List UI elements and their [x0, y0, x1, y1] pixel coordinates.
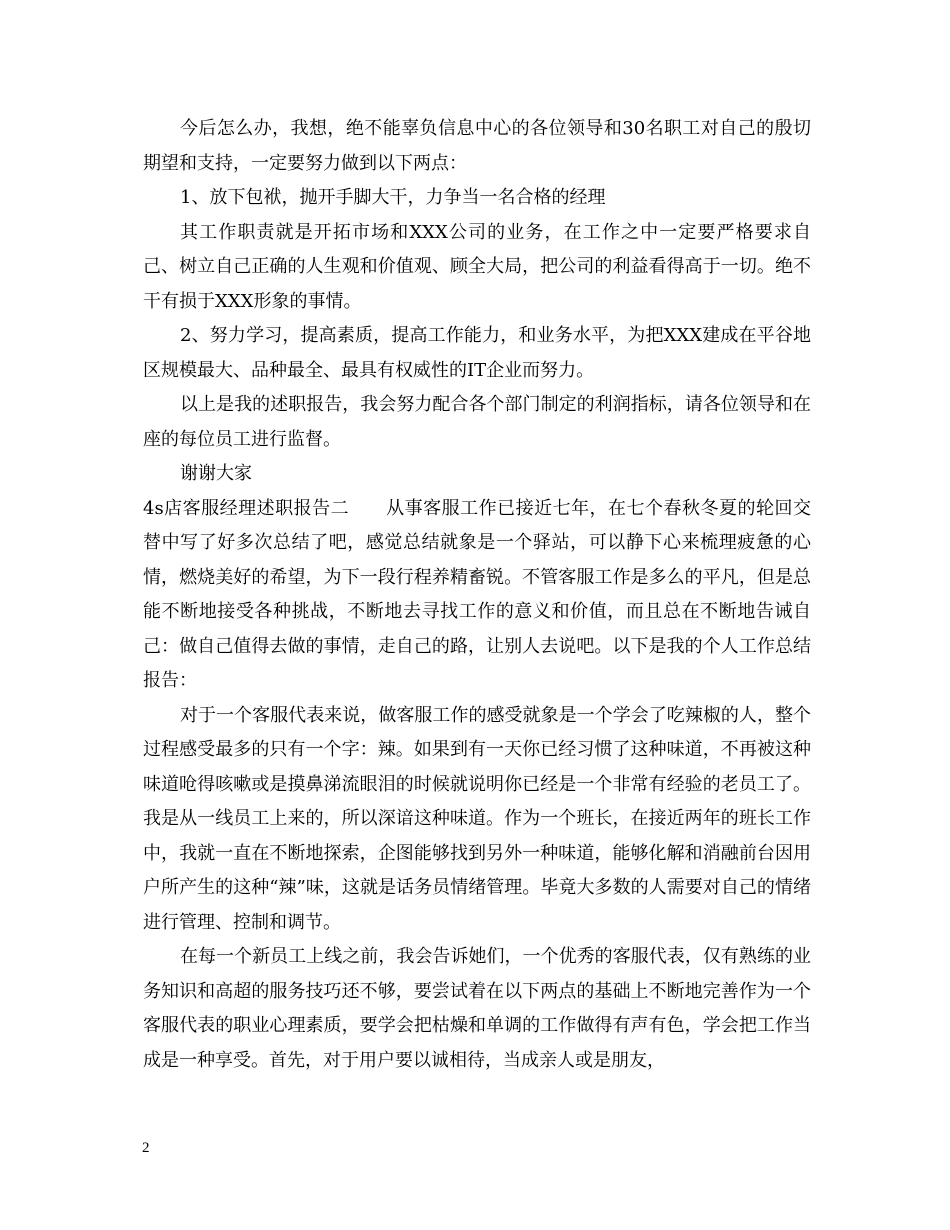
paragraph-new-staff: 在每一个新员工上线之前，我会告诉她们，一个优秀的客服代表，仅有熟练的业务知识和高超的服务技巧还不够，要尝试着在以下两点的基础上不断地完善作为一个客服代表的职业心理素质，要学会把枯燥和单调的工作做得有声有色，学会把工作当成是一种享受。首先，对于用户要以诚相待，当成亲人或是朋友，	[143, 946, 811, 1071]
paragraph-point-2: 2、努力学习，提高素质，提高工作能力，和业务水平，为把XXX建成在平谷地区规模最大、品种最全、最具有权威性的IT企业而努力。	[143, 325, 811, 381]
paragraph-thanks: 谢谢大家	[180, 463, 252, 484]
paragraph-spicy-analogy: 对于一个客服代表来说，做客服工作的感受就象是一个学会了吃辣椒的人，整个过程感受最多的只有一个字：辣。如果到有一天你已经习惯了这种味道，不再被这种味道呛得咳嗽或是摸鼻涕流眼泪的时候就说明你已经是一个非常有经验的老员工了。我是从一线员工上来的，所以深谙这种味道。作为一个班长，在接近两年的班长工作中，我就一直在不断地探索，企图能够找到另外一种味道，能够化解和消融前台因用户所产生的这种“辣”味，这就是话务员情绪管理。毕竟大多数的人需要对自己的情绪进行管理、控制和调节。	[143, 704, 811, 933]
paragraph-report-end: 以上是我的述职报告，我会努力配合各个部门制定的利润指标，请各位领导和在座的每位员工进行监督。	[143, 394, 811, 450]
paragraph-point-1: 1、放下包袱，抛开手脚大干，力争当一名合格的经理	[180, 187, 606, 208]
paragraph-report-two: 4s店客服经理述职报告二 从事客服工作已接近七年，在七个春秋冬夏的轮回交替中写了好多次总结了吧，感觉总结就象是一个驿站，可以静下心来梳理疲惫的心情，燃烧美好的希望，为下一段行程养精畜锐。不管客服工作是多么的平凡，但是总能不断地接受各种挑战，不断地去寻找工作的意义和价值，而且总在不断地告诫自己：做自己值得去做的事情，走自己的路，让别人去说吧。以下是我的个人工作总结报告：	[143, 497, 811, 691]
paragraph-future-plan: 今后怎么办，我想，绝不能辜负信息中心的各位领导和30名职工对自己的殷切期望和支持，一定要努力做到以下两点：	[143, 118, 811, 174]
paragraph-job-duty: 其工作职责就是开拓市场和XXX公司的业务，在工作之中一定要严格要求自己、树立自己正确的人生观和价值观、顾全大局，把公司的利益看得高于一切。绝不干有损于XXX形象的事情。	[143, 221, 811, 312]
document-body	[143, 112, 811, 1078]
page-number: 2	[142, 1140, 150, 1156]
